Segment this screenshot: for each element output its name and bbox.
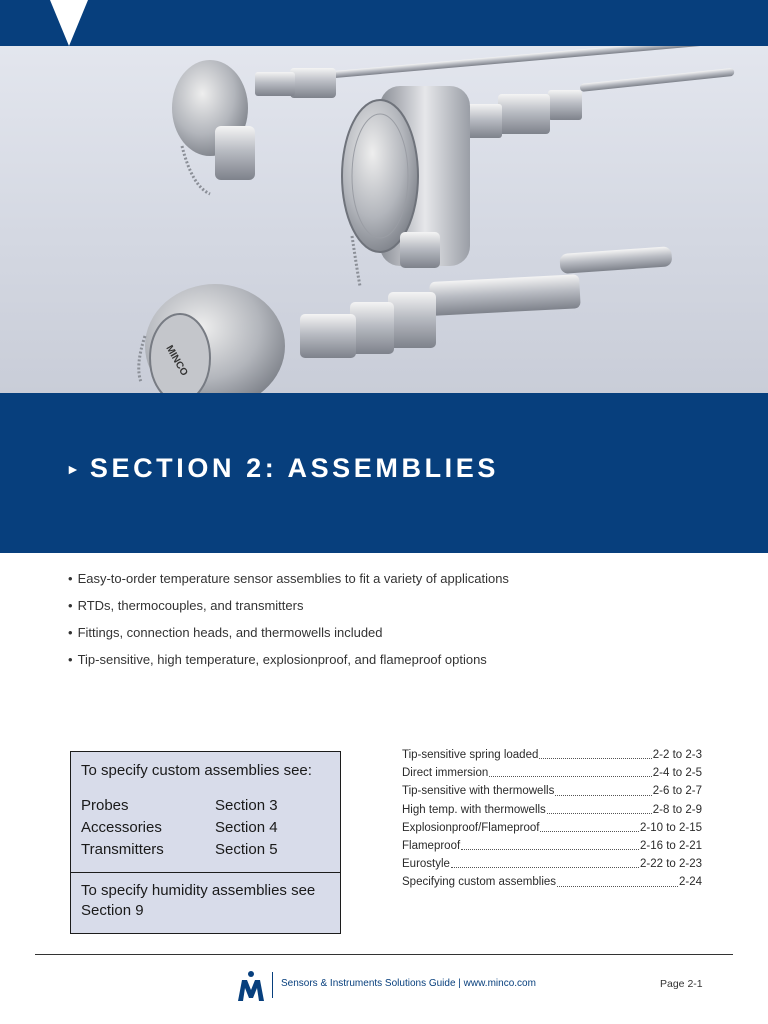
humidity-note: To specify humidity assemblies see Section 9 [81,882,316,919]
toc-entry: Direct immersion 2-4 to 2-5 [402,764,702,782]
sensor-assemblies-illustration [0,46,768,393]
middle-assembly [342,68,735,286]
spec-row: Probes Section 3 [81,797,278,814]
footer-text: Sensors & Instruments Solutions Guide | www.minco.com [281,978,536,989]
spec-row: Transmitters Section 5 [81,841,278,858]
head-brand-marking: MINCO [163,343,190,378]
toc-entry: High temp. with thermowells 2-8 to 2-9 [402,801,702,819]
section-heading [66,453,499,484]
custom-assemblies-panel [71,752,340,873]
spec-row: Accessories Section 4 [81,819,278,836]
toc-entry: Specifying custom assemblies 2-24 [402,873,702,891]
header-band [0,0,768,46]
list-item: • Tip-sensitive, high temperature, explosionproof, and flameproof options [68,652,487,667]
bottom-assembly [139,246,673,393]
toc-entry: Tip-sensitive with thermowells 2-6 to 2-7 [402,782,702,800]
header-notch [50,0,88,46]
toc-entry: Tip-sensitive spring loaded 2-2 to 2-3 [402,746,702,764]
section-title: SECTION 2: ASSEMBLIES [89,453,500,483]
toc-entry: Flameproof 2-16 to 2-21 [402,837,702,855]
footer-rule [35,954,733,955]
product-photo [0,46,768,393]
list-item: • Easy-to-order temperature sensor assemblies to fit a variety of applications [68,571,509,586]
arrow-right-icon: ► [66,460,80,477]
logo-divider [272,972,273,998]
page-number: Page 2-1 [660,978,703,990]
toc-entry: Explosionproof/Flameproof 2-10 to 2-15 [402,819,702,837]
feature-list [68,570,688,678]
table-of-contents [402,746,702,892]
list-item: • RTDs, thermocouples, and transmitters [68,598,304,613]
custom-assemblies-heading: To specify custom assemblies see: [81,762,312,779]
minco-logo-icon [236,970,266,1002]
toc-entry: Eurostyle 2-22 to 2-23 [402,855,702,873]
list-item: • Fittings, connection heads, and thermowells included [68,625,383,640]
custom-assemblies-box [70,751,341,934]
